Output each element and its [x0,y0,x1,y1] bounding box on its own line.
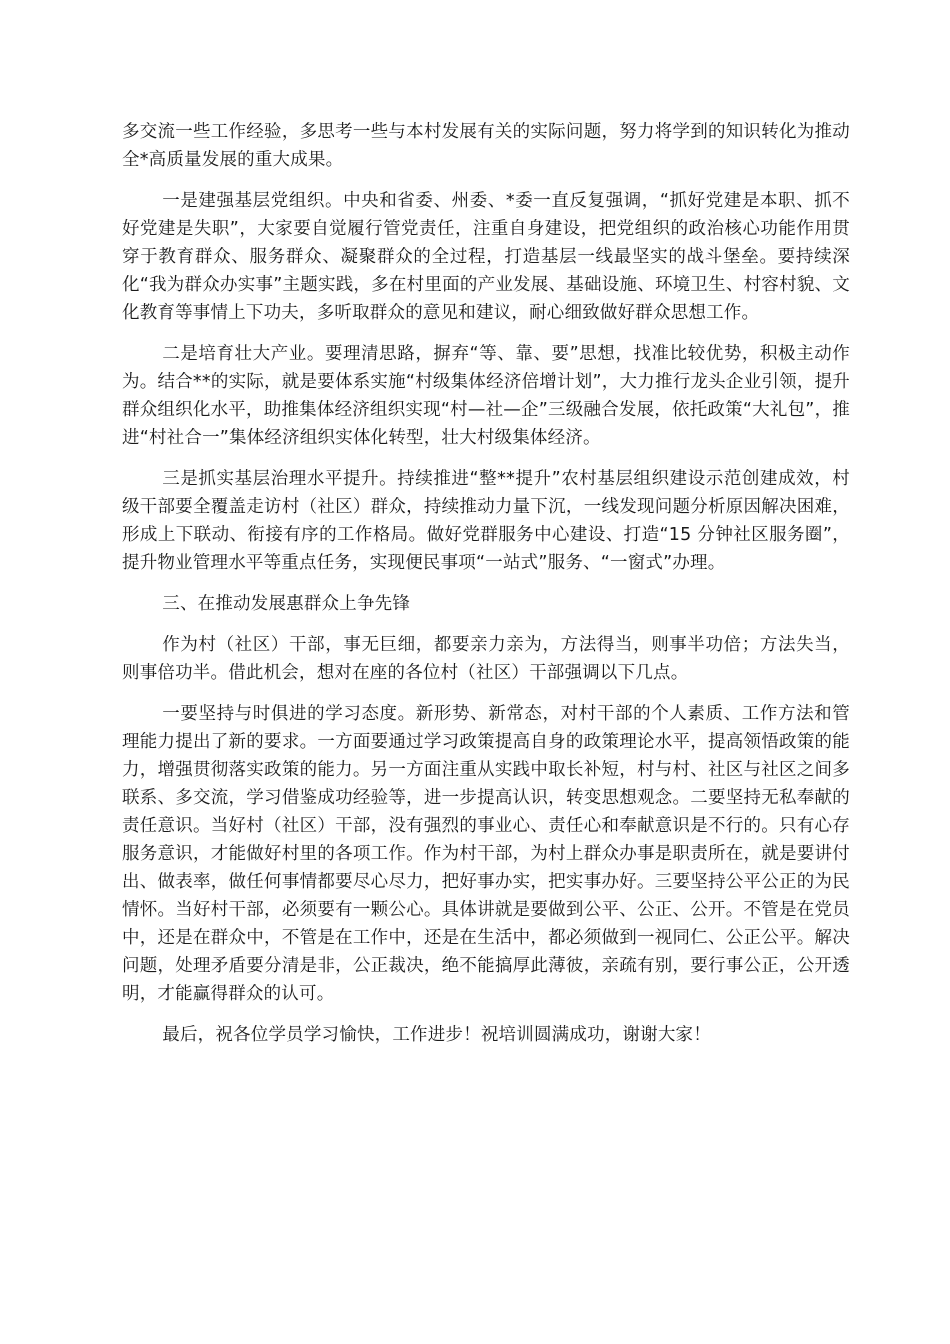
document-body [122,118,850,1062]
paragraph-requirements: 一要坚持与时俱进的学习态度。新形势、新常态，对村干部的个人素质、工作方法和管理能力提出了新的要求。一方面要通过学习政策提高自身的政策理论水平，提高领悟政策的能力，增强贯彻落实政策的能力。另一方面注重从实践中取长补短，村与村、社区与社区之间多联系、多交流，学习借鉴成功经验等，进一步提高认识，转变思想观念。二要坚持无私奉献的责任意识。当好村（社区）干部，没有强烈的事业心、责任心和奉献意识是不行的。只有心存服务意识，才能做好村里的各项工作。作为村干部，为村上群众办事是职责所在，就是要讲付出、做表率，做任何事情都要尽心尽力，把好事办实，把实事办好。三要坚持公平公正的为民情怀。当好村干部，必须要有一颗公心。具体讲就是要做到公平、公正、公开。不管是在党员中，还是在群众中，不管是在工作中，还是在生活中，都必须做到一视同仁、公正公平。解决问题，处理矛盾要分清是非，公正裁决，绝不能搞厚此薄彼，亲疏有别，要行事公正，公开透明，才能赢得群众的认可。 [122,704,850,1004]
paragraph-strengthen-party: 一是建强基层党组织。中央和省委、州委、*委一直反复强调，“抓好党建是本职、抓不好党建是失职”，大家要自觉履行管党责任，注重自身建设，把党组织的政治核心功能作用贯穿于教育群众、服务群众、凝聚群众的全过程，打造基层一线最坚实的战斗堡垒。要持续深化“我为群众办实事”主题实践，多在村里面的产业发展、基础设施、环境卫生、村容村貌、文化教育等事情上下功夫，多听取群众的意见和建议，耐心细致做好群众思想工作。 [122,191,850,323]
section-heading: 三、在推动发展惠群众上争先锋 [162,594,411,614]
paragraph-closing: 最后，祝各位学员学习愉快，工作进步！祝培训圆满成功，谢谢大家！ [162,1025,711,1045]
paragraph-cadre-intro: 作为村（社区）干部，事无巨细，都要亲力亲为，方法得当，则事半功倍；方法失当，则事倍功半。借此机会，想对在座的各位村（社区）干部强调以下几点。 [122,635,850,683]
paragraph-continuation: 多交流一些工作经验，多思考一些与本村发展有关的实际问题，努力将学到的知识转化为推动全*高质量发展的重大成果。 [122,122,850,170]
paragraph-governance: 三是抓实基层治理水平提升。持续推进“整**提升”农村基层组织建设示范创建成效，村级干部要全覆盖走访村（社区）群众，持续推动力量下沉，一线发现问题分析原因解决困难，形成上下联动、衔接有序的工作格局。做好党群服务中心建设、打造“15 分钟社区服务圈”，提升物业管理水平等重点任务，实现便民事项“一站式”服务、“一窗式”办理。 [122,469,850,573]
paragraph-industry: 二是培育壮大产业。要理清思路，摒弃“等、靠、要”思想，找准比较优势，积极主动作为。结合**的实际，就是要体系实施“村级集体经济倍增计划”，大力推行龙头企业引领，提升群众组织化水平，助推集体经济组织实现“村—社—企”三级融合发展，依托政策“大礼包”，推进“村社合一”集体经济组织实体化转型，壮大村级集体经济。 [122,344,850,448]
